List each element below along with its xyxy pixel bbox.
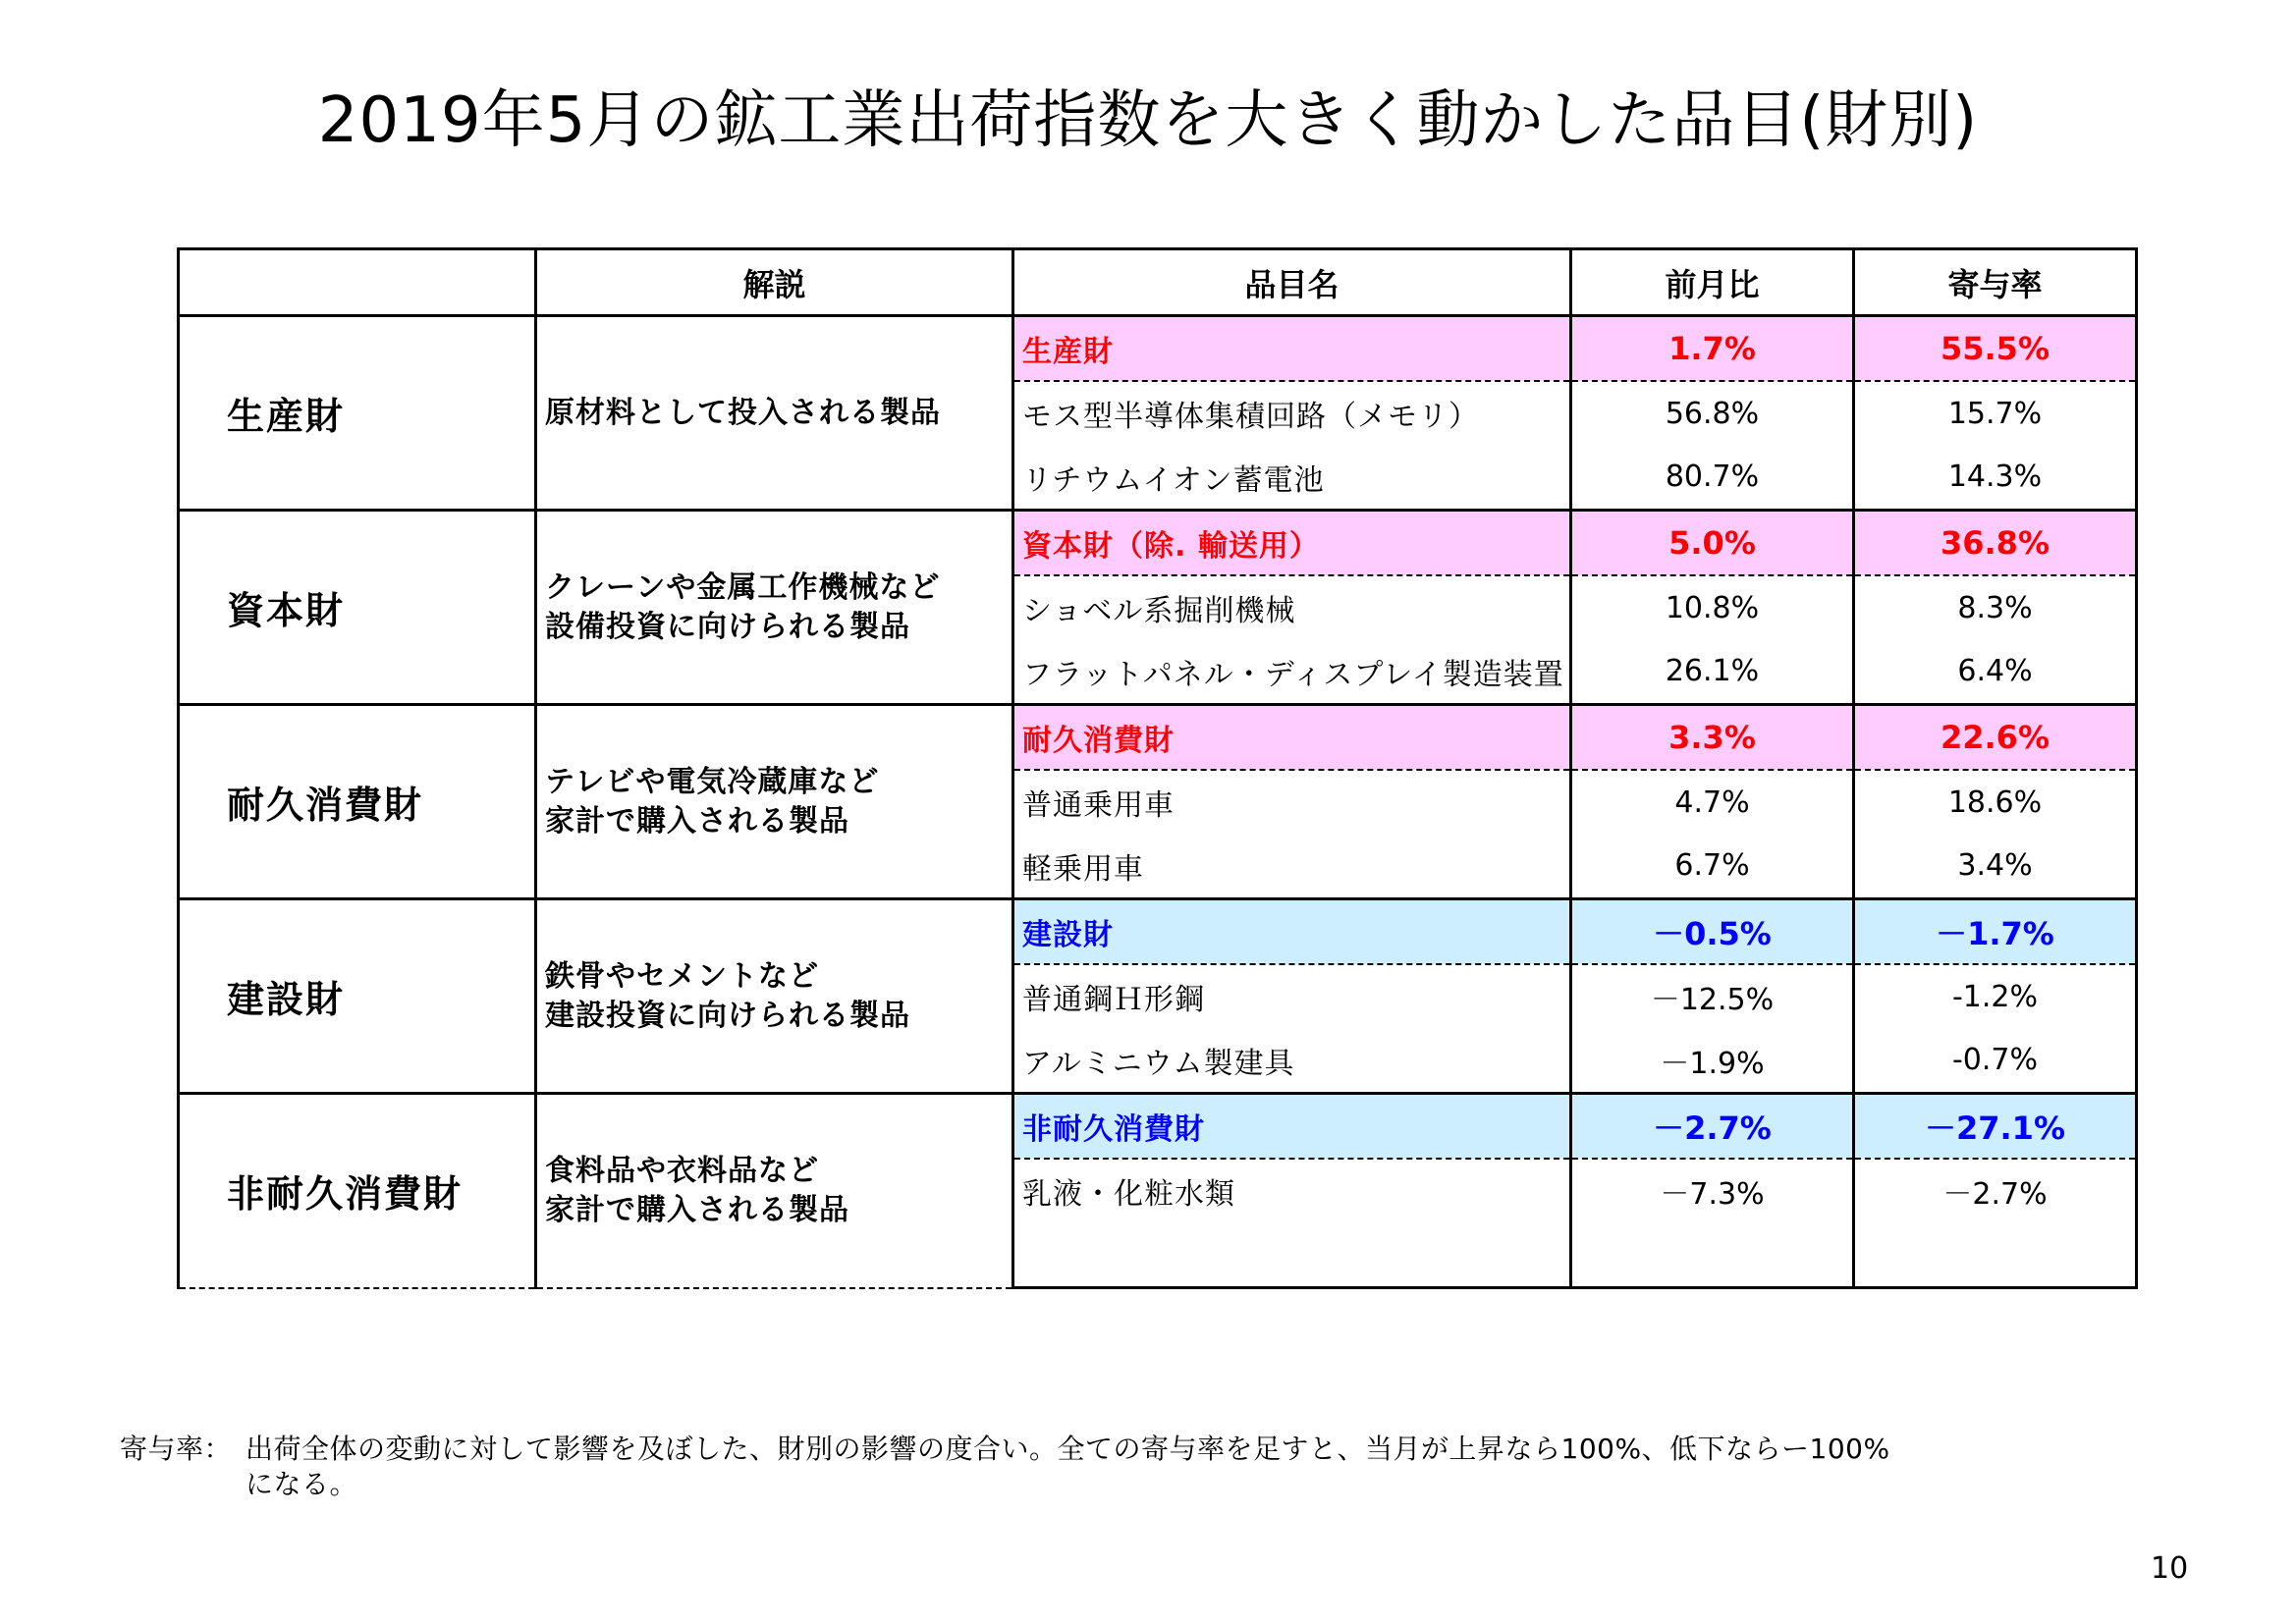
contribution-value: －1.7% <box>1854 899 2137 964</box>
footnote-text-line1: 出荷全体の変動に対して影響を及ぼした、財別の影響の度合い。全ての寄与率を足すと、当月が上昇なら100%、低下ならー100% <box>246 1433 1890 1465</box>
contribution-value: 55.5% <box>1854 316 2137 381</box>
description-line: 家計で購入される製品 <box>545 803 849 839</box>
header-mom: 前月比 <box>1571 249 1854 316</box>
category-cell: 資本財 <box>179 511 536 705</box>
contribution-value: 22.6% <box>1854 705 2137 770</box>
item-name: 建設財 <box>1013 899 1571 964</box>
description-line: 鉄骨やセメントなど <box>545 958 819 994</box>
mom-value: －12.5% <box>1571 964 1854 1029</box>
group-summary-row <box>179 899 2137 964</box>
mom-value: 4.7% <box>1571 770 1854 835</box>
header-contribution: 寄与率 <box>1854 249 2137 316</box>
item-name: 普通鋼Ｈ形鋼 <box>1013 964 1571 1029</box>
contribution-value: 8.3% <box>1854 575 2137 640</box>
description-line: 家計で購入される製品 <box>545 1192 849 1227</box>
item-name: モス型半導体集積回路（メモリ） <box>1013 381 1571 446</box>
description-line: 設備投資に向けられる製品 <box>545 609 910 644</box>
group-summary-row <box>179 316 2137 381</box>
category-cell: 建設財 <box>179 899 536 1094</box>
mom-value: 6.7% <box>1571 835 1854 899</box>
description-cell <box>536 1094 1013 1288</box>
contribution-value: 36.8% <box>1854 511 2137 575</box>
description-line: クレーンや金属工作機械など <box>545 569 941 605</box>
mom-value <box>1571 1223 1854 1288</box>
mom-value: 10.8% <box>1571 575 1854 640</box>
mom-value: －2.7% <box>1571 1094 1854 1159</box>
contribution-value: 18.6% <box>1854 770 2137 835</box>
item-name: 生産財 <box>1013 316 1571 381</box>
footnote <box>120 1432 1890 1502</box>
mom-value: －1.9% <box>1571 1029 1854 1094</box>
mom-value: －0.5% <box>1571 899 1854 964</box>
footnote-label: 寄与率： <box>120 1433 233 1465</box>
contribution-value: －27.1% <box>1854 1094 2137 1159</box>
item-name: 資本財（除. 輸送用） <box>1013 511 1571 575</box>
mom-value: 56.8% <box>1571 381 1854 446</box>
description-line: 建設投資に向けられる製品 <box>545 998 910 1033</box>
contribution-value: -1.2% <box>1854 964 2137 1029</box>
item-name: アルミニウム製建具 <box>1013 1029 1571 1094</box>
page-number: 10 <box>2151 1551 2189 1586</box>
table-header-row <box>179 249 2137 316</box>
item-name: リチウムイオン蓄電池 <box>1013 446 1571 511</box>
item-name: 耐久消費財 <box>1013 705 1571 770</box>
group-summary-row <box>179 511 2137 575</box>
contribution-value: －2.7% <box>1854 1159 2137 1223</box>
contribution-value: -0.7% <box>1854 1029 2137 1094</box>
item-name: 非耐久消費財 <box>1013 1094 1571 1159</box>
contribution-table <box>177 247 2138 1289</box>
header-category <box>179 249 536 316</box>
description-line: 食料品や衣料品など <box>545 1153 819 1188</box>
description-line: テレビや電気冷蔵庫など <box>545 764 880 799</box>
item-name <box>1013 1223 1571 1288</box>
item-name: ショベル系掘削機械 <box>1013 575 1571 640</box>
contribution-value: 6.4% <box>1854 640 2137 705</box>
category-cell: 耐久消費財 <box>179 705 536 899</box>
item-name: 普通乗用車 <box>1013 770 1571 835</box>
item-name: 軽乗用車 <box>1013 835 1571 899</box>
contribution-value: 14.3% <box>1854 446 2137 511</box>
contribution-value <box>1854 1223 2137 1288</box>
description-cell <box>536 705 1013 899</box>
mom-value: 3.3% <box>1571 705 1854 770</box>
header-item: 品目名 <box>1013 249 1571 316</box>
mom-value: 26.1% <box>1571 640 1854 705</box>
category-cell: 非耐久消費財 <box>179 1094 536 1288</box>
description-cell <box>536 511 1013 705</box>
category-cell: 生産財 <box>179 316 536 511</box>
item-name: フラットパネル・ディスプレイ製造装置 <box>1013 640 1571 705</box>
table-body <box>179 316 2137 1288</box>
description-cell <box>536 316 1013 511</box>
page-title: 2019年5月の鉱工業出荷指数を大きく動かした品目(財別) <box>317 84 1979 157</box>
mom-value: 5.0% <box>1571 511 1854 575</box>
group-summary-row <box>179 1094 2137 1159</box>
mom-value: 1.7% <box>1571 316 1854 381</box>
item-name: 乳液・化粧水類 <box>1013 1159 1571 1223</box>
mom-value: －7.3% <box>1571 1159 1854 1223</box>
description-line: 原材料として投入される製品 <box>545 395 941 430</box>
contribution-value: 15.7% <box>1854 381 2137 446</box>
contribution-value: 3.4% <box>1854 835 2137 899</box>
header-description: 解説 <box>536 249 1013 316</box>
group-summary-row <box>179 705 2137 770</box>
description-cell <box>536 899 1013 1094</box>
footnote-text-line2: になる。 <box>246 1468 358 1500</box>
mom-value: 80.7% <box>1571 446 1854 511</box>
